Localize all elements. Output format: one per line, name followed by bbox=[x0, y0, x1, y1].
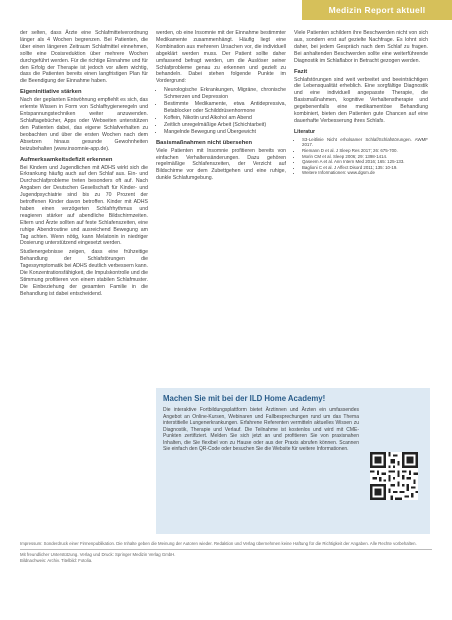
paragraph: Studienergebnisse zeigen, dass eine frühzeitige Behandlung der Schlafstörungen die Tagessymptomatik bei ADHS deutlich verbessern kann. Die Konzentrationsfähigkeit, die Impulskontrolle und die Stimmung profitieren von einem stabilen Schlafmuster. Die Einbeziehung der gesamten Familie in die Behandlung ist dabei entscheidend. bbox=[20, 249, 148, 297]
reference-item: • S3-Leitlinie Nicht erholsamer Schlaf/Schlafstörungen. AWMF 2017. bbox=[302, 137, 428, 148]
reference-item: • Baglioni C et al. J Affect Disord 2011; 135: 10-19. bbox=[302, 165, 428, 171]
list-item: • Koffein, Nikotin und Alkohol am Abend bbox=[164, 115, 286, 122]
page-footer bbox=[20, 541, 432, 565]
academy-box bbox=[156, 388, 430, 534]
section-title: Medizin Report aktuell bbox=[328, 5, 426, 15]
paragraph: Viele Patienten schildern ihre Beschwerden nicht von sich aus, sondern erst auf gezielte Nachfrage. Es lohnt sich daher, bei jedem Gespräch nach dem Schlaf zu fragen. Bei anhaltenden Beschwerden sollte eine weiterführende Diagnostik im Schlaflabor in Betracht gezogen werden. bbox=[294, 30, 428, 64]
references-title: Literatur bbox=[294, 128, 316, 135]
reference-item: • Qaseem A et al. Ann Intern Med 2016; 165: 125-133. bbox=[302, 159, 428, 165]
section-tab bbox=[302, 0, 452, 20]
footer-credits: Bildnachweis: Archiv. Titelbild: Fotolia. bbox=[20, 558, 93, 564]
academy-title: Machen Sie mit bei der ILD Home Academy! bbox=[163, 394, 326, 403]
list-item: • Mangelnde Bewegung und Übergewicht bbox=[164, 129, 286, 136]
qr-code-icon[interactable] bbox=[370, 452, 418, 500]
paragraph: Schlafstörungen sind weit verbreitet und beeinträchtigen die Lebensqualität erheblich. Eine sorgfältige Diagnostik und eine individuell angepasste Therapie, die Basismaßnahmen, kognitive Verhaltenstherapie und gegebenenfalls eine medikamentöse Behandlung kombiniert, bieten den Patienten gute Chancen auf eine dauerhafte Verbesserung ihres Schlafs. bbox=[294, 76, 428, 124]
footer-support: Mit freundlicher Unterstützung. Verlag und Druck: Springer Medizin Verlag GmbH. bbox=[20, 551, 176, 557]
page-header bbox=[0, 0, 452, 20]
subheading: Aufmerksamkeitsdefizit erkennen bbox=[20, 156, 113, 163]
paragraph: Nach der geplanten Entwöhnung empfiehlt es sich, das erlernte Wissen in Form von Schlafhygieneregeln und Entspannungstechniken weiter anzuwenden. Schlaftagebücher, Apps oder Webseiten unterstützen den Patienten dabei, das eigene Schlafverhalten zu beobachten und über die ersten Wochen nach dem Absetzen hinaus gesunde Gewohnheiten beizubehalten (www.insomnie-app.de). bbox=[20, 97, 148, 152]
column-middle bbox=[156, 30, 286, 184]
footer-divider bbox=[20, 549, 432, 550]
column-right bbox=[294, 30, 428, 176]
list-item: • Neurologische Erkrankungen, Migräne, chronische Schmerzen und Depression bbox=[164, 87, 286, 101]
paragraph: Viele Patienten mit Insomnie profitieren bereits von einfachen Verhaltensänderungen. Dazu gehören regelmäßige Schlafenszeiten, der Verzicht auf Bildschirme vor dem Zubettgehen und eine ruhige, dunkle Schlafumgebung. bbox=[156, 147, 286, 182]
paragraph: Bei Kindern und Jugendlichen mit ADHS wirkt sich die Erkrankung häufig auch auf den Schlaf aus. Ein- und Durchschlafprobleme treten besonders oft auf. Nach Angaben der Deutschen Gesellschaft für Kinder- und Jugendpsychiatrie sind bis zu 70 Prozent der betroffenen Kinder davon betroffen. Kinder mit ADHS haben einen verzögerten Schlafrhythmus und reagieren stärker auf abendliche Bildschirmzeiten. Eltern und Ärzte sollten auf feste Schlafenszeiten, eine ruhige Abendroutine und ausreichend Bewegung am Tag achten. Wenn nötig, kann Melatonin in niedriger Dosierung unterstützend eingesetzt werden. bbox=[20, 164, 148, 247]
list-item: • Bestimmte Medikamente, etwa Antidepressiva, Betablocker oder Schilddrüsenhormone bbox=[164, 101, 286, 115]
column-left bbox=[20, 30, 148, 300]
academy-body: Die interaktive Fortbildungsplattform bietet Ärztinnen und Ärzten ein umfassendes Angebot an Online-Kursen, Webinaren und Fallbesprechungen rund um das Thema interstitielle Lungenerkrankungen. Erfahrene Referenten vermitteln aktuelles Wissen zu Diagnostik, Therapie und Verlauf. Die Teilnahme ist kostenlos und wird mit CME-Punkten zertifiziert. Melden Sie sich jetzt an und profitieren Sie von praxisnahen Inhalten, die Sie flexibel von zu Hause oder aus der Praxis abrufen können. Scannen Sie einfach den QR-Code oder besuchen Sie die Website für weitere Informationen. bbox=[163, 407, 359, 452]
list-item: • Zeitlich unregelmäßige Arbeit (Schichtarbeit) bbox=[164, 122, 286, 129]
bullet-list bbox=[156, 87, 286, 135]
footer-imprint: Impressum: Sonderdruck einer Firmenpublikation. Die Inhalte geben die Meinung der Autoren wieder. Redaktion und Verlag übernehmen keine Haftung für die Richtigkeit der Angaben. Alle Rechte vorbehalten. bbox=[20, 541, 417, 546]
paragraph: werden, ob eine Insomnie mit der Einnahme bestimmter Medikamente zusammenhängt. Häufig liegt eine Kombination aus mehreren Ursachen vor, die individuell abgeklärt werden muss. Der Patient sollte daher umfassend befragt werden, um die Auslöser seiner Schlafprobleme genau zu erkennen und gezielt zu behandeln. Dabei stehen folgende Punkte im Vordergrund: bbox=[156, 30, 286, 85]
subheading: Eigeninitiative stärken bbox=[20, 89, 82, 96]
reference-item: • Riemann D et al. J Sleep Res 2017; 26: 675-700. bbox=[302, 148, 428, 154]
reference-item: • Morin CM et al. Sleep 2006; 29: 1398-1414. bbox=[302, 154, 428, 160]
references-list bbox=[294, 137, 428, 176]
subheading: Fazit bbox=[294, 68, 308, 75]
subheading: Basismaßnahmen nicht übersehen bbox=[156, 139, 252, 146]
references bbox=[294, 129, 428, 176]
paragraph: der selten, dass Ärzte eine Schlafmittelverordnung länger als 4 Wochen begrenzen. Bei Patienten, die über einen längeren Zeitraum Schlafmittel einnehmen, sollte eine Dosisreduktion über mehrere Wochen durchgeführt werden. Für die richtige Einnahme und für den Erfolg der Therapie ist jedoch vor allem wichtig, dass die Patienten bereits einen langfristigen Plan für die Beendigung der Einnahme haben. bbox=[20, 30, 148, 85]
reference-item: • Weitere Informationen: www.dgsm.de bbox=[302, 170, 428, 176]
